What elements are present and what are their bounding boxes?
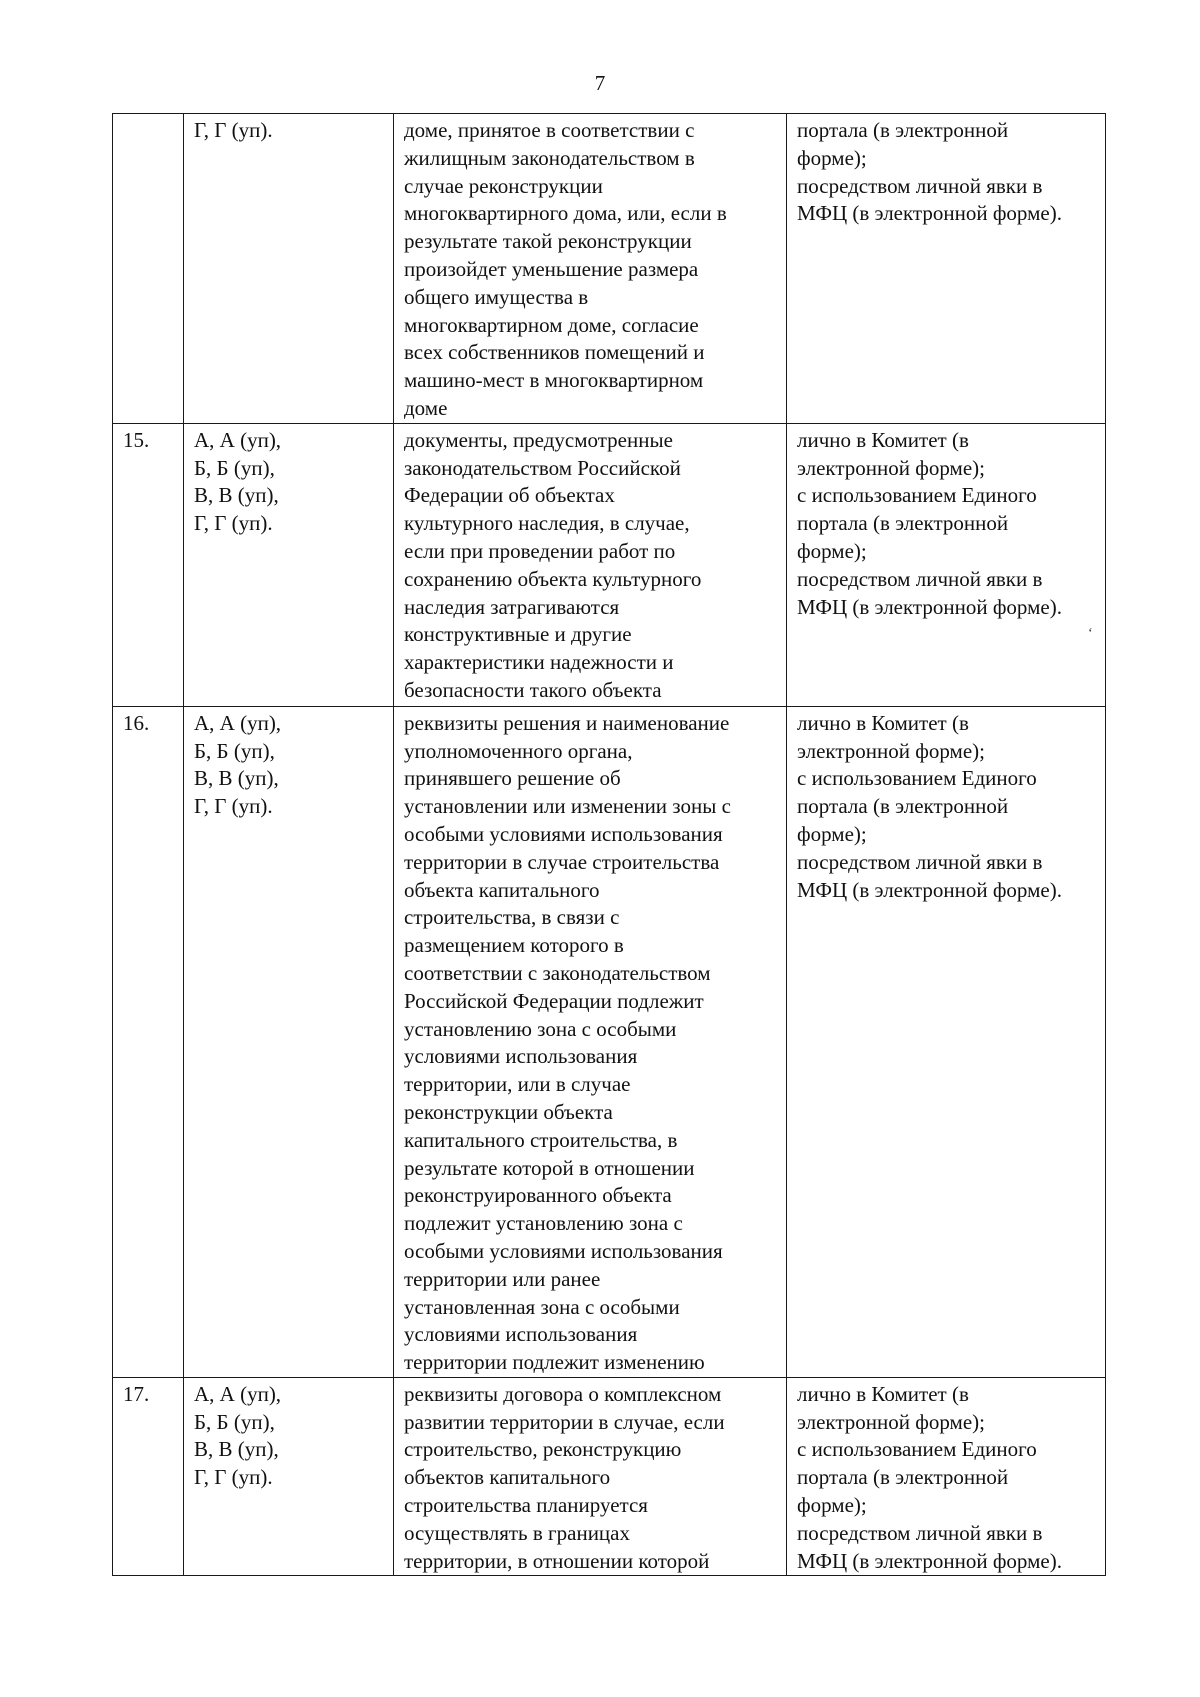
text-line: строительства планируется [404, 1493, 648, 1518]
text-line: установленная зона с особыми [404, 1294, 680, 1319]
text-line: Федерации об объектах [404, 483, 615, 508]
page-number: 7 [594, 71, 606, 95]
text-line: 17. [123, 1381, 150, 1406]
text-line: многоквартирного дома, или, если в [404, 201, 727, 226]
row-number-cell [113, 1377, 184, 1576]
text-line: электронной форме); [797, 455, 985, 480]
applicant-codes-cell [184, 114, 394, 424]
text-line: портала (в электронной [797, 511, 1009, 536]
text-line: МФЦ (в электронной форме). [797, 877, 1062, 902]
text-line: наследия затрагиваются [404, 594, 620, 619]
text-line: посредством личной явки в [797, 1520, 1043, 1545]
submission-methods-cell [787, 1377, 1106, 1576]
text-line: лично в Комитет (в [797, 710, 969, 735]
text-line: документы, предусмотренные [404, 427, 673, 452]
text-line: строительства, в связи с [404, 905, 620, 930]
text-line: В, В (уп), [194, 483, 279, 508]
table-row [113, 423, 1106, 706]
text-line: портала (в электронной [797, 794, 1009, 819]
text-line: посредством личной явки в [797, 849, 1043, 874]
text-line: размещением которого в [404, 933, 624, 958]
text-line: посредством личной явки в [797, 173, 1043, 198]
text-line: безопасности такого объекта [404, 677, 662, 702]
text-line: лично в Комитет (в [797, 427, 969, 452]
text-line: подлежит установлению зона с [404, 1211, 683, 1236]
text-line: законодательством Российской [404, 455, 681, 480]
text-line: осуществлять в границах [404, 1520, 630, 1545]
text-line: если при проведении работ по [404, 538, 676, 563]
text-line: с использованием Единого [797, 766, 1037, 791]
text-line: Б, Б (уп), [194, 1409, 275, 1434]
text-line: территории в случае строительства [404, 849, 720, 874]
text-line: территории, или в случае [404, 1072, 631, 1097]
text-line: сохранению объекта культурного [404, 566, 702, 591]
text-line: доме [404, 395, 448, 420]
document-description-cell [394, 1377, 787, 1576]
text-line: многоквартирном доме, согласие [404, 312, 699, 337]
text-line: капитального строительства, в [404, 1127, 678, 1152]
text-line: электронной форме); [797, 738, 985, 763]
text-line: 16. [123, 710, 150, 735]
table-row [113, 1377, 1106, 1576]
text-line: особыми условиями использования [404, 1238, 723, 1263]
text-line: объектов капитального [404, 1465, 611, 1490]
applicant-codes-cell [184, 706, 394, 1377]
text-line: доме, принятое в соответствии с [404, 118, 695, 142]
text-line: характеристики надежности и [404, 650, 674, 675]
text-line: строительство, реконструкцию [404, 1437, 682, 1462]
text-line: Б, Б (уп), [194, 738, 275, 763]
text-line: принявшего решение об [404, 766, 621, 791]
applicant-codes-cell [184, 1377, 394, 1576]
text-line: форме); [797, 821, 867, 846]
text-line: уполномоченного органа, [404, 738, 633, 763]
text-line: реквизиты договора о комплексном [404, 1381, 722, 1406]
text-line: МФЦ (в электронной форме). [797, 594, 1062, 619]
text-line: особыми условиями использования [404, 821, 723, 846]
text-line: машино-мест в многоквартирном [404, 368, 704, 393]
text-line: В, В (уп), [194, 1437, 279, 1462]
table-body [113, 114, 1106, 1576]
text-line: посредством личной явки в [797, 566, 1043, 591]
text-line: случае реконструкции [404, 173, 603, 198]
text-line: установлении или изменении зоны с [404, 794, 731, 819]
text-line: Г, Г (уп). [194, 511, 273, 536]
text-line: лично в Комитет (в [797, 1381, 969, 1406]
text-line: с использованием Единого [797, 1437, 1037, 1462]
text-line: территории или ранее [404, 1266, 601, 1291]
submission-methods-cell [787, 706, 1106, 1377]
text-line: жилищным законодательством в [404, 145, 695, 170]
table-row [113, 706, 1106, 1377]
text-line: Г, Г (уп). [194, 794, 273, 819]
submission-methods-cell [787, 114, 1106, 424]
text-line: соответствии с законодательством [404, 960, 711, 985]
text-line: территории подлежит изменению [404, 1350, 705, 1375]
text-line: А, А (уп), [194, 1381, 282, 1406]
text-line: А, А (уп), [194, 427, 282, 452]
text-line: реквизиты решения и наименование [404, 710, 730, 735]
row-number-cell [113, 423, 184, 706]
document-description-cell [394, 706, 787, 1377]
text-line: развитии территории в случае, если [404, 1409, 725, 1434]
submission-methods-cell [787, 423, 1106, 706]
row-number-cell [113, 114, 184, 424]
text-line: результате которой в отношении [404, 1155, 695, 1180]
text-line: В, В (уп), [194, 766, 279, 791]
text-line: А, А (уп), [194, 710, 282, 735]
scan-mark: ‘ [1088, 626, 1093, 641]
text-line: условиями использования [404, 1044, 638, 1069]
text-line: общего имущества в [404, 284, 589, 309]
text-line: с использованием Единого [797, 483, 1037, 508]
text-line: портала (в электронной [797, 1465, 1009, 1490]
text-line: реконструкции объекта [404, 1099, 613, 1124]
text-line: 15. [123, 427, 150, 452]
document-description-cell [394, 423, 787, 706]
text-line: культурного наследия, в случае, [404, 511, 690, 536]
text-line: результате такой реконструкции [404, 229, 692, 254]
text-line: территории, в отношении которой [404, 1548, 710, 1573]
text-line: МФЦ (в электронной форме). [797, 1548, 1062, 1573]
text-line: форме); [797, 1493, 867, 1518]
table-row [113, 114, 1106, 424]
text-line: форме); [797, 145, 867, 170]
text-line: произойдет уменьшение размера [404, 256, 699, 281]
text-line: Г, Г (уп). [194, 1465, 273, 1490]
text-line: установлению зона с особыми [404, 1016, 677, 1041]
text-line: Г, Г (уп). [194, 118, 273, 142]
text-line: портала (в электронной [797, 118, 1009, 142]
text-line: объекта капитального [404, 877, 600, 902]
text-line: условиями использования [404, 1322, 638, 1347]
services-table [112, 113, 1106, 1576]
text-line: всех собственников помещений и [404, 340, 705, 365]
text-line: Российской Федерации подлежит [404, 988, 704, 1013]
text-line: реконструированного объекта [404, 1183, 672, 1208]
text-line: электронной форме); [797, 1409, 985, 1434]
text-line: конструктивные и другие [404, 622, 632, 647]
text-line: МФЦ (в электронной форме). [797, 201, 1062, 226]
applicant-codes-cell [184, 423, 394, 706]
document-description-cell [394, 114, 787, 424]
text-line: форме); [797, 538, 867, 563]
text-line: Б, Б (уп), [194, 455, 275, 480]
row-number-cell [113, 706, 184, 1377]
